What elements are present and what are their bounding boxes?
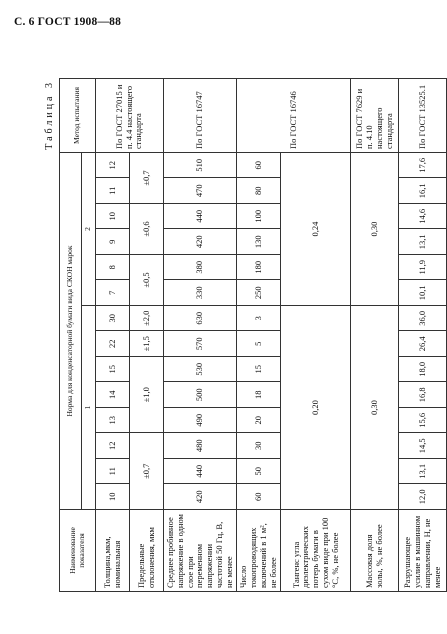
table-cell: 380 <box>164 255 237 281</box>
header-group-2: 2 <box>82 153 96 306</box>
table-cell: ±1,5 <box>130 331 164 357</box>
row-breakdown-voltage-label: Среднее пробивное напряжение в одном слое при переменном напряжении частотой 50 Гц, В, не менее <box>164 510 237 592</box>
table-cell: 420 <box>164 229 237 255</box>
table-cell: 130 <box>237 229 281 255</box>
row-thickness-method: По ГОСТ 27015 и п. 4.4 настоящего стандарта <box>96 79 164 153</box>
table-cell: 510 <box>164 153 237 179</box>
table-cell: 420 <box>164 484 237 510</box>
table-cell: ±0,6 <box>130 204 164 255</box>
table-cell: 530 <box>164 357 237 383</box>
table-cell: 15,6 <box>399 408 447 434</box>
table-cell: 10 <box>96 204 130 230</box>
table-cell: 18 <box>237 382 281 408</box>
table-cell: 80 <box>237 178 281 204</box>
table-cell: 14,6 <box>399 204 447 230</box>
table-cell: 5 <box>237 331 281 357</box>
table-cell: 0,20 <box>281 306 351 510</box>
table-cell: 60 <box>237 484 281 510</box>
table-cell: 16,8 <box>399 382 447 408</box>
rotated-table-area <box>44 78 442 592</box>
table-cell: 15 <box>237 357 281 383</box>
table-cell: 570 <box>164 331 237 357</box>
table-cell: 17,6 <box>399 153 447 179</box>
table-cell: 50 <box>237 459 281 485</box>
table-cell: 18,0 <box>399 357 447 383</box>
table-cell: 13 <box>96 408 130 434</box>
table-cell: 500 <box>164 382 237 408</box>
table-cell: 180 <box>237 255 281 281</box>
header-method: Метод испытания <box>60 79 96 153</box>
table-cell: 12 <box>96 433 130 459</box>
table-cell: 10 <box>96 484 130 510</box>
table-cell: 9 <box>96 229 130 255</box>
header-group-1: 1 <box>82 306 96 510</box>
table-cell: ±0,7 <box>130 153 164 204</box>
table-cell: 490 <box>164 408 237 434</box>
table-cell: 7 <box>96 280 130 306</box>
table-cell: 30 <box>96 306 130 332</box>
table-cell: 11,9 <box>399 255 447 281</box>
table-cell: 16,1 <box>399 178 447 204</box>
header-indicator: Наименование показателя <box>60 510 96 592</box>
row-tangent-label: Тангенс угла диэлектрических потерь бумаги в сухом виде при 100 °С, %, не более <box>281 510 351 592</box>
table-cell: 330 <box>164 280 237 306</box>
row-breakdown-voltage-method: По ГОСТ 16747 <box>164 79 237 153</box>
table-cell: ±2,0 <box>130 306 164 332</box>
table-cell: ±0,5 <box>130 255 164 306</box>
table-cell: 250 <box>237 280 281 306</box>
table-cell: 14,5 <box>399 433 447 459</box>
table-cell: 480 <box>164 433 237 459</box>
row-deviation-label: Предельные отклонения, мкм <box>130 510 164 592</box>
row-thickness-label: Толщина,мкм, номинальная <box>96 510 130 592</box>
row-ash-method: По ГОСТ 7629 и п. 4.10 настоящего стандарта <box>351 79 399 153</box>
specifications-table <box>59 78 447 592</box>
table-cell: 11 <box>96 178 130 204</box>
table-cell: 12,0 <box>399 484 447 510</box>
table-cell: 15 <box>96 357 130 383</box>
page-header: С. 6 ГОСТ 1908—88 <box>14 16 122 28</box>
table-cell: 12 <box>96 153 130 179</box>
row-ash-label: Массовая доля золы, %, не более <box>351 510 399 592</box>
table-cell: 0,30 <box>351 153 399 306</box>
table-cell: 20 <box>237 408 281 434</box>
table-cell: 13,1 <box>399 459 447 485</box>
table-cell: 470 <box>164 178 237 204</box>
table-cell: ±0,7 <box>130 433 164 510</box>
header-norm: Норма для конденсаторной бумаги вида СКОН марок <box>60 153 82 510</box>
table-cell: 26,4 <box>399 331 447 357</box>
table-cell: 60 <box>237 153 281 179</box>
row-inclusions-method: По ГОСТ 16746 <box>237 79 351 153</box>
table-cell: 440 <box>164 204 237 230</box>
table-cell: 0,24 <box>281 153 351 306</box>
table-cell: 30 <box>237 433 281 459</box>
table-cell: 11 <box>96 459 130 485</box>
table-cell: 8 <box>96 255 130 281</box>
row-breaking-force-label: Разрушающее усилие в машинном направлении, Н, не менее <box>399 510 447 592</box>
table-cell: 36,0 <box>399 306 447 332</box>
table-cell: 440 <box>164 459 237 485</box>
table-cell: 100 <box>237 204 281 230</box>
table-cell: 630 <box>164 306 237 332</box>
table-cell: 3 <box>237 306 281 332</box>
row-inclusions-label: Число токопроводящих включений в 1 м², не более <box>237 510 281 592</box>
table-cell: 13,1 <box>399 229 447 255</box>
table-cell: 22 <box>96 331 130 357</box>
table-label: Таблица 3 <box>44 80 55 150</box>
table-cell: 14 <box>96 382 130 408</box>
table-cell: 10,1 <box>399 280 447 306</box>
table-cell: ±1,0 <box>130 357 164 434</box>
table-cell: 0,30 <box>351 306 399 510</box>
row-breaking-force-method: По ГОСТ 13525.1 <box>399 79 447 153</box>
